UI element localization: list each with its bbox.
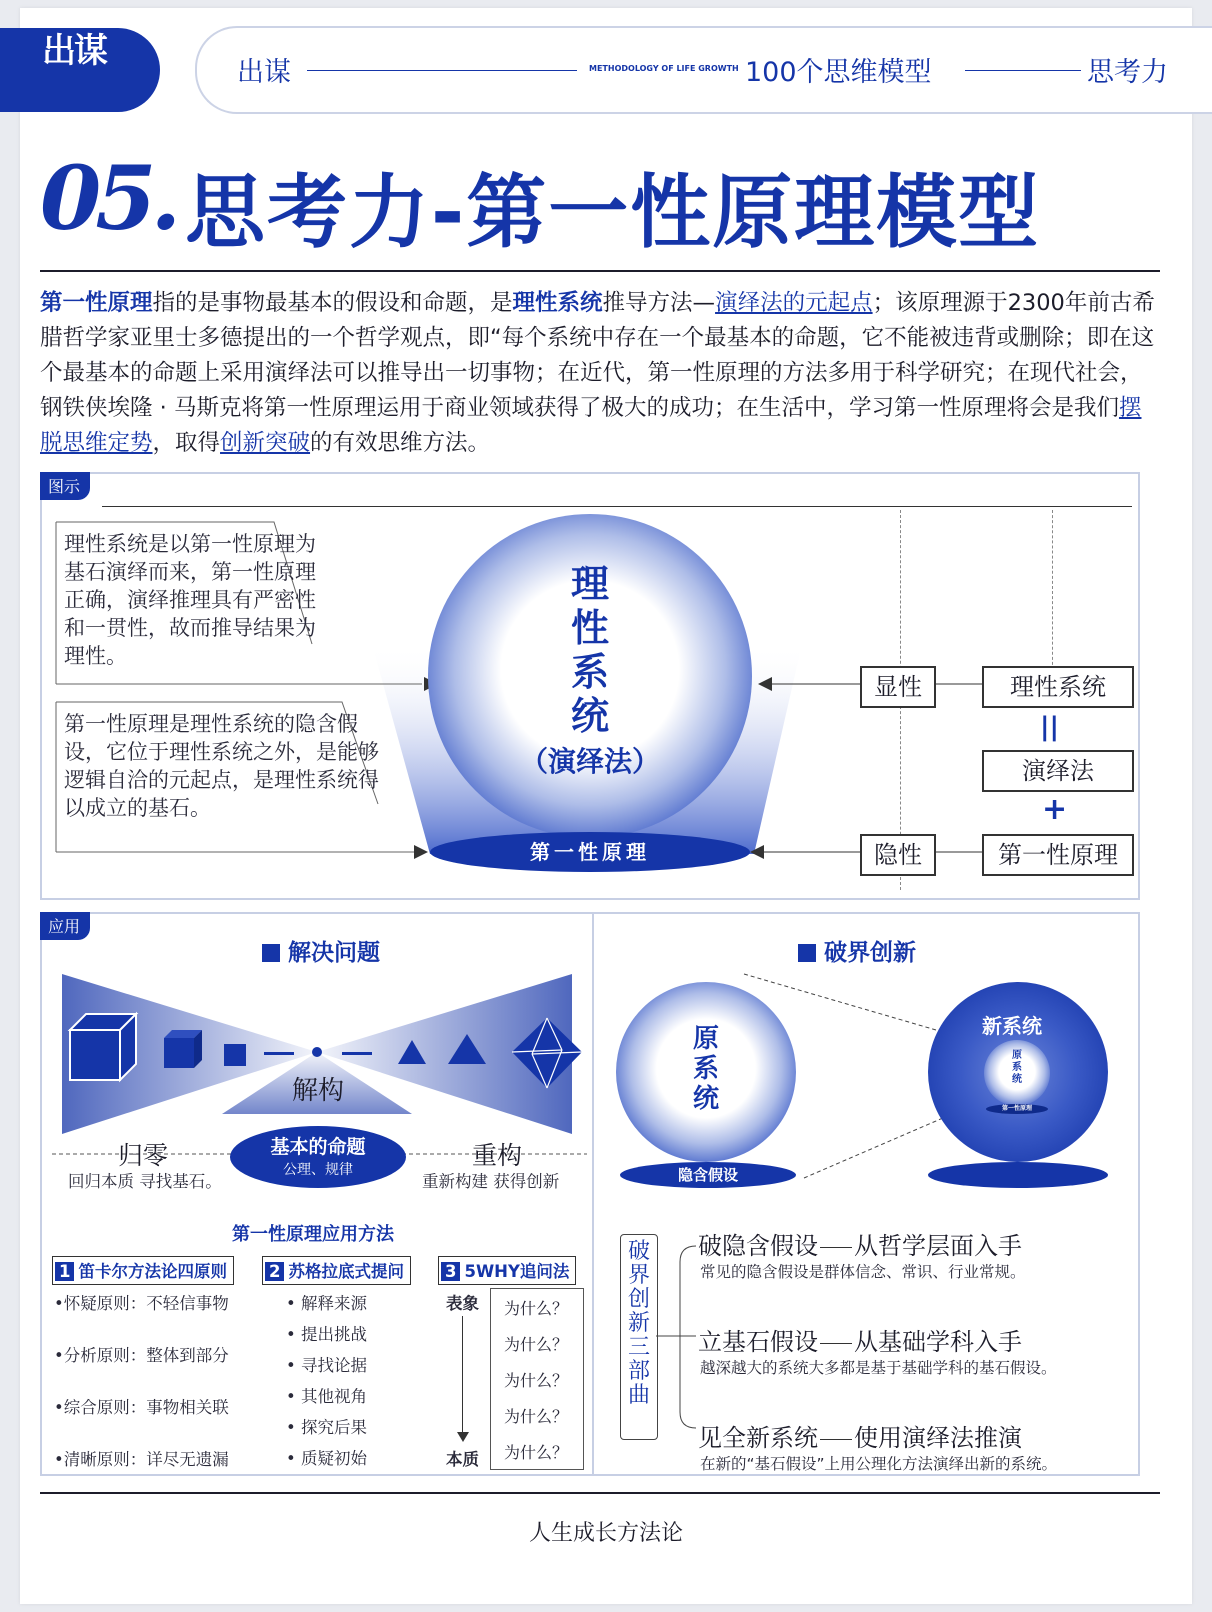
header-category: 思考力 — [1087, 57, 1168, 88]
intro-highlight: 理性系统 — [512, 290, 603, 316]
plus-sign: + — [1042, 792, 1068, 827]
core-title: 基本的命题 — [270, 1136, 366, 1158]
why-arrow-head — [457, 1432, 469, 1442]
title-rule — [40, 270, 1160, 272]
point-icon — [312, 1047, 322, 1057]
page — [20, 8, 1192, 1604]
line-icon — [342, 1052, 372, 1055]
step-approach: 从基础学科入手 — [854, 1328, 1022, 1356]
old-system-label: 原系统 — [692, 1024, 719, 1114]
new-system-base — [928, 1162, 1108, 1188]
deconstruct-label: 解构 — [292, 1076, 345, 1106]
method-label: 笛卡尔方法论四原则 — [78, 1262, 227, 1281]
footer-text: 人生成长方法论 — [528, 1521, 683, 1546]
socratic-item: • 探究后果 — [286, 1418, 367, 1437]
footer-rule — [40, 1492, 1160, 1494]
methods-title: 第一性原理应用方法 — [232, 1224, 394, 1245]
header-bar — [195, 26, 1212, 114]
rational-system-box: 理性系统 — [982, 666, 1134, 708]
method-label: 5WHY追问法 — [464, 1262, 570, 1281]
new-system-label: 新系统 — [982, 1014, 1042, 1038]
intro-text: 指的是事物最基本的假设和命题，是 — [152, 290, 513, 316]
heading-text: 破界创新 — [824, 940, 916, 966]
diagram-section — [40, 472, 1140, 900]
application-tag: 应用 — [40, 912, 90, 940]
socratic-item: • 解释来源 — [286, 1294, 367, 1313]
page-title: 思考力-第一性原理模型 — [185, 166, 1041, 259]
step-title: 破隐含假设 — [698, 1232, 818, 1260]
callout-first-principle: 第一性原理是理性系统的隐含假设，它位于理性系统之外，是能够逻辑自洽的元起点，是理性系统得以成立的基石。 — [64, 712, 379, 820]
rebuild-label: 重构 — [472, 1141, 523, 1170]
cube-icon — [70, 1014, 136, 1080]
step-3-desc: 在新的“基石假设”上用公理化方法演绎出新的系统。 — [700, 1455, 1058, 1473]
socratic-item: • 寻找论据 — [286, 1356, 367, 1375]
method-number: 3 — [441, 1262, 460, 1281]
why-item: 为什么？ — [504, 1299, 569, 1318]
step-2-desc: 越深越大的系统大多都是基于基础学科的基石假设。 — [700, 1359, 1057, 1377]
header-left: 出谋 — [237, 57, 291, 88]
inner-old-label: 原系统 — [1012, 1050, 1022, 1085]
socratic-item: • 质疑初始 — [286, 1449, 367, 1468]
base-first-principle: 第一性原理 — [430, 832, 750, 872]
deduction-box: 演绎法 — [982, 750, 1134, 792]
small-cube-icon — [164, 1030, 202, 1068]
core-proposition — [230, 1126, 406, 1188]
intro-underline: 摆脱思维定势 — [40, 395, 1142, 456]
application-section — [40, 912, 1140, 1476]
method-label: 苏格拉底式提问 — [288, 1262, 404, 1281]
intro-highlight: 第一性原理 — [40, 290, 153, 316]
title-number: 05. — [40, 146, 176, 250]
rebuild-desc: 重新构建 获得创新 — [422, 1172, 560, 1191]
method-5why — [438, 1256, 576, 1285]
explicit-box: 显性 — [860, 666, 936, 708]
inner-base: 第一性原理 — [986, 1104, 1048, 1114]
why-item: 为什么？ — [504, 1335, 569, 1354]
step-2 — [698, 1322, 1022, 1357]
header-tagline: METHODOLOGY OF LIFE GROWTH — [589, 64, 739, 73]
logo: 出谋 — [42, 31, 106, 71]
intro-paragraph — [40, 286, 1160, 461]
intro-underline: 创新突破 — [220, 430, 311, 456]
descartes-item: •清晰原则：详尽无遗漏 — [54, 1450, 229, 1469]
step-title: 立基石假设 — [698, 1328, 818, 1356]
step-approach: 从哲学层面入手 — [854, 1232, 1022, 1260]
intro-text: ，取得 — [152, 430, 221, 456]
intro-text: 的有效思维方法。 — [310, 430, 491, 456]
trilogy-title: 破界创新三部曲 — [628, 1239, 651, 1408]
why-bottom-label: 本质 — [446, 1450, 479, 1469]
zero-desc: 回归本质 寻找基石。 — [68, 1172, 222, 1191]
step-1 — [698, 1226, 1022, 1261]
header-divider — [307, 70, 577, 71]
method-descartes — [52, 1256, 234, 1285]
diagram-tag: 图示 — [40, 472, 90, 500]
arrow-head-2 — [414, 845, 428, 859]
method-number: 2 — [265, 1262, 284, 1281]
step-approach: 使用演绎法推演 — [854, 1424, 1022, 1452]
logo-tab — [0, 28, 160, 112]
descartes-item: •怀疑原则：不轻信事物 — [54, 1294, 229, 1313]
why-item: 为什么？ — [504, 1407, 569, 1426]
step-3 — [698, 1418, 1022, 1453]
method-number: 1 — [55, 1262, 74, 1281]
zero-label: 归零 — [118, 1141, 169, 1170]
sphere-title: 理性系统 — [570, 562, 609, 738]
heading-text: 解决问题 — [288, 940, 380, 966]
dashed-divider — [1052, 510, 1053, 670]
bracket — [680, 1246, 696, 1428]
descartes-item: •综合原则：事物相关联 — [54, 1398, 229, 1417]
intro-text: ；该原理源于2300年前古希腊哲学家亚里士多德提出的一个哲学观点，即“每个系统中存在一个最基本的命题，它不能被违背或删除；即在这个最基本的命题上采用演绎法可以推导出一切事物；在近代，第一性原理的方法多用于科学研究；在现代社会，钢铁侠埃隆 · 马斯克将第一性原理运用于商业领域获得了极大的成功；在生活中，学习第一性原理将会是我们 — [40, 290, 1155, 421]
square-icon — [224, 1044, 246, 1066]
method-socratic — [262, 1256, 411, 1285]
why-arrow-line — [462, 1316, 463, 1434]
socratic-item: • 其他视角 — [286, 1387, 367, 1406]
equals-sign: || — [1040, 712, 1059, 742]
why-item: 为什么？ — [504, 1443, 569, 1462]
hidden-assumption-base: 隐含假设 — [620, 1162, 796, 1188]
socratic-item: • 提出挑战 — [286, 1325, 367, 1344]
step-1-desc: 常见的隐含假设是群体信念、常识、行业常规。 — [700, 1263, 1026, 1281]
implicit-box: 隐性 — [860, 834, 936, 876]
why-top-label: 表象 — [446, 1294, 479, 1313]
why-item: 为什么？ — [504, 1371, 569, 1390]
sphere-subtitle: （演绎法） — [519, 745, 660, 778]
step-title: 见全新系统 — [698, 1424, 818, 1452]
intro-underline: 演绎法的元起点 — [715, 290, 873, 316]
intro-text: 推导方法— — [602, 290, 716, 316]
callout-rational-system: 理性系统是以第一性原理为基石演绎而来，第一性原理正确，演绎推理具有严密性和一贯性，故而推导结果为理性。 — [64, 532, 316, 668]
line-icon — [264, 1052, 294, 1055]
header-divider — [965, 70, 1081, 71]
descartes-item: •分析原则：整体到部分 — [54, 1346, 229, 1365]
header-series: 100个思维模型 — [745, 57, 932, 88]
core-subtitle: 公理、规律 — [283, 1162, 353, 1178]
first-principle-box: 第一性原理 — [982, 834, 1134, 876]
